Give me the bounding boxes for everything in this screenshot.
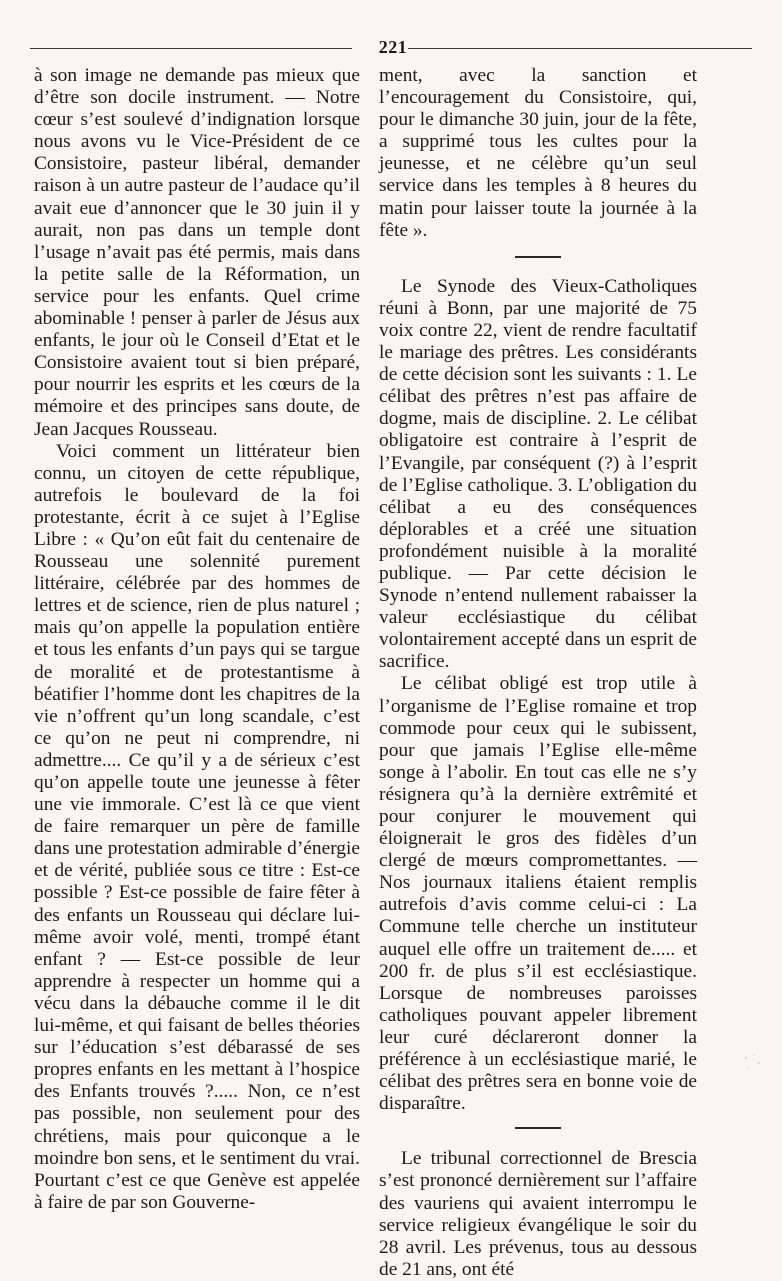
right-column [379, 65, 697, 1281]
page-number: 221 [378, 37, 408, 57]
paper-speck-mark [740, 1050, 766, 1074]
right-paragraph-3: Le célibat obligé est trop utile à l’organisme de l’Eglise romaine et trop commode pour ceux qui le subissent, pour que jamais l’Eglise elle-même songe à l’abolir. En tout cas elle ne s’y résignera qu’à la dernière extrêmité et pour conjurer le mouvement qui éloignerait le gros des fidèles d’un clergé de mœurs compromettantes. — Nos journaux italiens étaient remplis autrefois d’avis comme celui-ci : La Commune telle cherche un instituteur auquel elle offre un traitement de..... et 200 fr. de plus s’il est ecclésiastique. Lorsque de nombreuses paroisses catholiques pouvant appeler librement leur curé déclareront donner la préférence à un ecclésiastique marié, le célibat des prêtres sera en bonne voie de disparaître. [379, 673, 697, 1115]
header-rule-left [30, 48, 352, 49]
right-paragraph-4: Le tribunal correctionnel de Brescia s’est prononcé dernièrement sur l’affaire des vauriens qui avaient interrompu le service religieux évangélique le soir du 28 avril. Les prévenus, tous au dessous de 21 ans, ont été [379, 1148, 697, 1280]
left-column [34, 65, 360, 1214]
right-paragraph-2: Le Synode des Vieux-Catholiques réuni à Bonn, par une majorité de 75 voix contre 22, vient de rendre facultatif le mariage des prêtres. Les considérants de cette décision sont les suivants : 1. Le célibat des prêtres n’est pas affaire de dogme, mais de discipline. 2. Le célibat obligatoire est contraire à l’esprit de l’Evangile, par conséquent (?) à l’esprit de l’Eglise catholique. 3. L’obligation du célibat a eu des conséquences déplorables et a créé une situation profondément nuisible à la moralité publique. — Par cette décision le Synode n’entend nullement rabaisser la valeur ecclésiastique du célibat volontairement accepté dans un esprit de sacrifice. [379, 275, 697, 673]
section-separator [515, 256, 561, 258]
left-paragraph-1: à son image ne demande pas mieux que d’être son docile instrument. — Notre cœur s’est soulevé d’indignation lorsque nous avons vu le Vice-Président de ce Consistoire, pasteur libéral, demander raison à un autre pasteur de l’audace qu’il avait eue d’annoncer que le 30 juin il y aurait, non pas dans un temple dont l’usage n’avait pas été permis, mais dans la petite salle de la Réformation, un service pour les enfants. Quel crime abominable ! penser à parler de Jésus aux enfants, le jour où le Conseil d’Etat et le Consistoire avaient tout si bien préparé, pour nourrir les esprits et les cœurs de la mémoire et des principes sans doute, de Jean Jacques Rousseau. [34, 65, 360, 440]
page-header [30, 37, 752, 57]
header-rule-right [408, 48, 752, 49]
left-paragraph-2: Voici comment un littérateur bien connu, un citoyen de cette république, autrefois le boulevard de la foi protestante, écrit à ce sujet à l’Eglise Libre : « Qu’on eût fait du centenaire de Rousseau une solennité purement littéraire, célébrée par des hommes de lettres et de science, rien de plus naturel ; mais qu’on appelle la population entière et tous les enfants d’un pays qui se targue de moralité et de protestantisme à béatifier l’homme dont les chapitres de la vie n’offrent qu’un long scandale, c’est ce qu’on ne peut ni comprendre, ni admettre.... Ce qu’il y a de sérieux c’est qu’on appelle toute une jeunesse à fêter une vie immorale. C’est là ce que vient de faire remarquer un père de famille dans une protestation admirable d’énergie et de vérité, publiée sous ce titre : Est-ce possible ? Est-ce possible de faire fêter à des enfants un Rousseau qui déclare lui-même avoir volé, menti, trompé étant enfant ? — Est-ce possible de leur apprendre à respecter un homme qui a vécu dans la débauche comme il le dit lui-même, et qui faisant de belles théories sur l’éducation s’est débarassé de ses propres enfants en les mettant à l’hospice des Enfants trouvés ?..... Non, ce n’est pas possible, non seulement pour des chrétiens, mais pour quiconque a le moindre bon sens, et le sentiment du vrai. Pourtant c’est ce que Genève est appelée à faire de par son Gouverne- [34, 440, 360, 1213]
right-paragraph-1: ment, avec la sanction et l’encouragement du Consistoire, qui, pour le dimanche 30 juin, jour de la fête, a supprimé tous les cultes pour la jeunesse, et ne célèbre qu’un seul service dans les temples à 8 heures du matin pour laisser toute la journée à la fête ». [379, 65, 697, 241]
section-separator [515, 1127, 561, 1129]
